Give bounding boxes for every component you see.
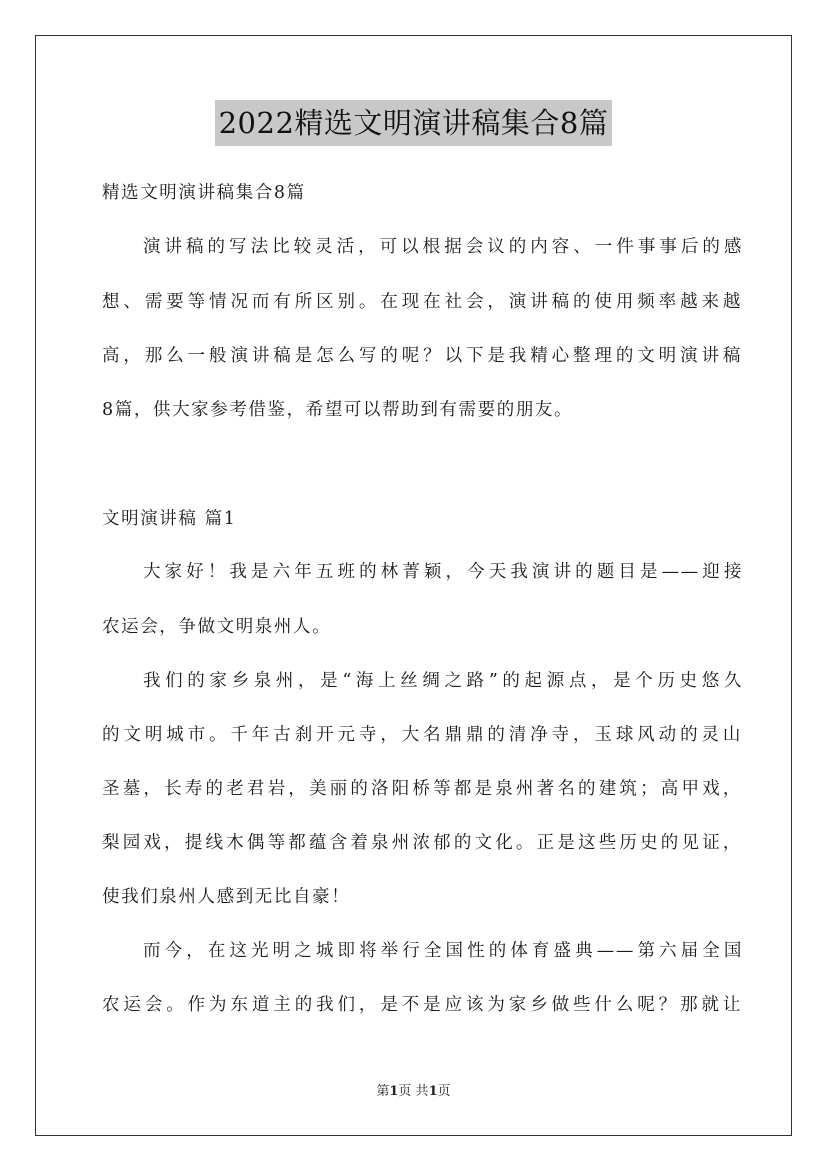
intro-line: 8篇，供大家参考借鉴，希望可以帮助到有需要的朋友。	[102, 400, 574, 420]
title-container	[0, 100, 827, 146]
page-number-prefix: 第	[376, 1084, 390, 1099]
intro-line: 演讲稿的写法比较灵活，可以根据会议的内容、一件事事后的感	[143, 237, 743, 257]
intro-line: 高，那么一般演讲稿是怎么写的呢？以下是我精心整理的文明演讲稿	[102, 346, 742, 366]
paragraph-line: 使我们泉州人感到无比自豪！	[102, 887, 351, 907]
page-number-suffix: 页	[437, 1084, 451, 1099]
intro-line: 想、需要等情况而有所区别。在现在社会，演讲稿的使用频率越来越	[102, 292, 742, 312]
page-number-current: 1	[389, 1084, 399, 1099]
paragraph-line: 农运会。作为东道主的我们，是不是应该为家乡做些什么呢？那就让	[102, 995, 742, 1015]
document-title: 2022精选文明演讲稿集合8篇	[215, 100, 613, 146]
document-subtitle: 精选文明演讲稿集合8篇	[102, 183, 306, 203]
page-number-total: 1	[428, 1084, 438, 1099]
section-heading: 文明演讲稿 篇1	[102, 509, 237, 529]
paragraph-line: 我们的家乡泉州，是“海上丝绸之路”的起源点，是个历史悠久	[143, 671, 743, 691]
paragraph-line: 的文明城市。千年古刹开元寺，大名鼎鼎的清净寺，玉球风动的灵山	[102, 725, 742, 745]
paragraph-line: 而今，在这光明之城即将举行全国性的体育盛典——第六届全国	[143, 941, 743, 961]
paragraph-line: 农运会，争做文明泉州人。	[102, 617, 332, 637]
paragraph-line: 圣墓，长寿的老君岩，美丽的洛阳桥等都是泉州著名的建筑；高甲戏，	[102, 779, 742, 799]
page-footer	[0, 1083, 827, 1101]
paragraph-line: 梨园戏，提线木偶等都蕴含着泉州浓郁的文化。正是这些历史的见证，	[102, 833, 742, 853]
paragraph-line: 大家好！我是六年五班的林菁颖，今天我演讲的题目是——迎接	[143, 562, 743, 582]
page-number-mid: 页 共	[398, 1084, 429, 1099]
